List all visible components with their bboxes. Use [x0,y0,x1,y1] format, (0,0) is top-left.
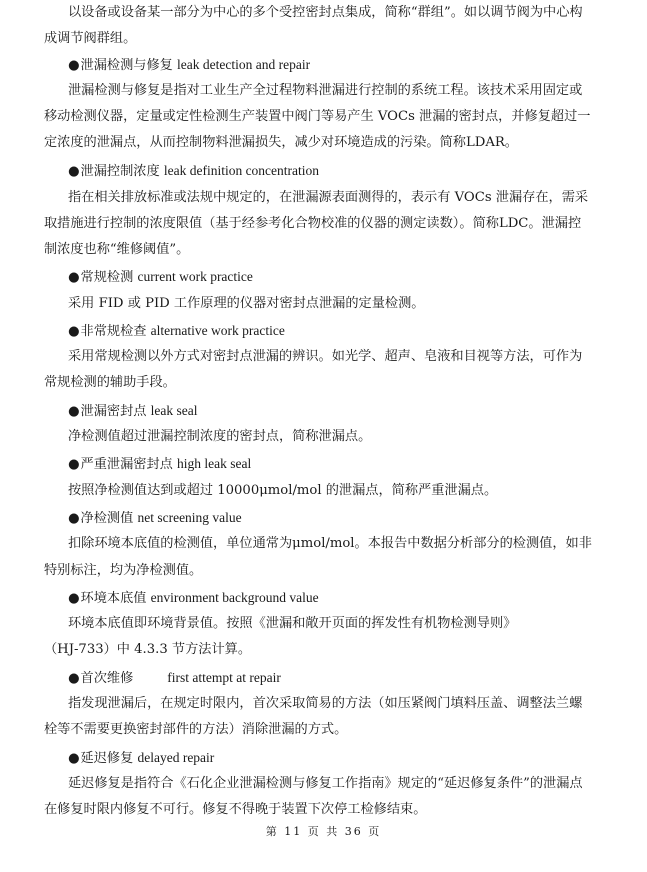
term-heading-high-leak-seal [68,455,604,474]
term-heading-first-attempt-at-repair [68,669,604,688]
term-en: high leak seal [177,456,252,471]
bullet-icon: ● [68,324,80,339]
term-heading-net-screening-value [68,509,604,528]
term-en: environment background value [150,590,319,605]
term-zh: 净检测值 [80,511,134,526]
intro-line-2: 成调节阀群组。 [44,31,137,46]
term-en: alternative work practice [150,323,285,338]
term-zh: 泄漏控制浓度 [80,164,160,179]
term-en: first attempt at repair [167,670,281,685]
bullet-icon: ● [68,457,80,472]
term-heading-ldc [68,162,604,181]
term-heading-leak-seal [68,402,604,421]
term-zh: 延迟修复 [80,751,134,766]
term-body-line: 延迟修复是指符合《石化企业泄漏检测与修复工作指南》规定的“延迟修复条件”的泄漏点 [68,776,583,791]
bullet-icon: ● [68,671,80,686]
term-body-line: （HJ-733）中 4.3.3 节方法计算。 [44,642,252,657]
bullet-icon: ● [68,591,80,606]
term-body-line: 采用常规检测以外方式对密封点泄漏的辨识。如光学、超声、皂液和目视等方法，可作为 [68,349,583,364]
term-body-line: 采用 FID 或 PID 工作原理的仪器对密封点泄漏的定量检测。 [68,296,425,311]
bullet-icon: ● [68,751,80,766]
term-body-line: 移动检测仪器，定量或定性检测生产装置中阀门等易产生 VOCs 泄漏的密封点，并修复超过一 [44,109,591,124]
term-body-line: 定浓度的泄漏点，从而控制物料泄漏损失，减少对环境造成的污染。简称LDAR。 [44,135,518,150]
bullet-icon: ● [68,511,80,526]
term-body-line: 在修复时限内修复不可行。修复不得晚于装置下次停工检修结束。 [44,802,427,817]
bullet-icon: ● [68,58,80,73]
term-zh: 首次维修 [80,671,134,686]
term-body-line: 栓等不需要更换密封部件的方法）消除泄漏的方式。 [44,722,348,737]
term-body-line: 指发现泄漏后，在规定时限内，首次采取简易的方法（如压紧阀门填料压盖、调整法兰螺 [68,696,583,711]
bullet-icon: ● [68,164,80,179]
term-heading-delayed-repair [68,749,604,768]
bullet-icon: ● [68,404,80,419]
term-en: leak seal [150,403,198,418]
term-en: delayed repair [137,750,215,765]
term-body-line: 泄漏检测与修复是指对工业生产全过程物料泄漏进行控制的系统工程。该技术采用固定或 [68,83,583,98]
term-en: leak detection and repair [177,57,311,72]
term-zh: 环境本底值 [80,591,147,606]
term-body-line: 环境本底值即环境背景值。按照《泄漏和敞开页面的挥发性有机物检测导则》 [68,616,517,631]
term-body-line: 常规检测的辅助手段。 [44,375,176,390]
term-zh: 非常规检查 [80,324,147,339]
term-zh: 泄漏检测与修复 [80,58,173,73]
term-body-line: 指在相关排放标准或法规中规定的，在泄漏源表面测得的，表示有 VOCs 泄漏存在，需采 [68,190,589,205]
term-heading-ldar [68,56,604,75]
term-body-line: 扣除环境本底值的检测值，单位通常为μmol/mol。本报告中数据分析部分的检测值，如非 [68,536,592,551]
intro-line-1: 以设备或设备某一部分为中心的多个受控密封点集成，简称“群组”。如以调节阀为中心构 [68,5,583,20]
term-body-line: 特别标注，均为净检测值。 [44,563,203,578]
term-en: leak definition concentration [163,163,320,178]
term-body-line: 净检测值超过泄漏控制浓度的密封点，简称泄漏点。 [68,429,372,444]
term-body-line: 按照净检测值达到或超过 10000μmol/mol 的泄漏点，简称严重泄漏点。 [68,483,498,498]
bullet-icon: ● [68,270,80,285]
term-zh: 泄漏密封点 [80,404,147,419]
term-body-line: 取措施进行控制的浓度限值（基于经参考化合物校准的仪器的测定读数）。简称LDC。泄漏控 [44,216,582,231]
term-en: net screening value [137,510,242,525]
term-zh: 严重泄漏密封点 [80,457,173,472]
term-heading-environment-background-value [68,589,604,608]
page-number-footer: 第 11 页 共 36 页 [265,825,382,838]
term-heading-alternative-work-practice [68,322,604,341]
term-zh: 常规检测 [80,270,134,285]
term-en: current work practice [137,269,253,284]
term-body-line: 制浓度也称“维修阈值”。 [44,242,190,257]
term-heading-current-work-practice [68,268,604,287]
